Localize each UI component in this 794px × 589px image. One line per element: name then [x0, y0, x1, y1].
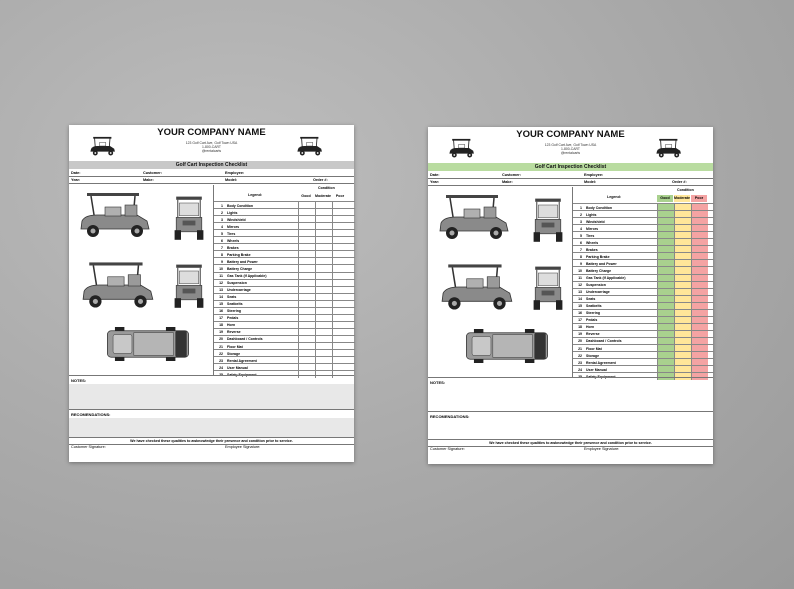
- item-label: Battery Charge: [227, 266, 253, 271]
- field-year[interactable]: Year:: [71, 177, 81, 182]
- item-number: 9: [221, 259, 223, 264]
- cart-diagrams: [428, 187, 572, 375]
- item-label: Windshield: [586, 219, 605, 224]
- item-number: 25: [578, 374, 582, 379]
- checklist-header: [214, 185, 355, 201]
- item-label: Battery and Power: [586, 261, 617, 266]
- item-number: 22: [219, 351, 223, 356]
- recommendations-field[interactable]: [69, 418, 354, 438]
- item-number: 17: [219, 316, 223, 321]
- company-address: 123 Golf Cart Ave, Golf Town USA: [544, 143, 597, 147]
- sheet-header: [428, 127, 713, 161]
- item-label: Tires: [227, 231, 236, 236]
- company-address: 123 Golf Cart Ave, Golf Town USA: [185, 141, 238, 145]
- item-label: Body Condition: [586, 205, 613, 210]
- item-label: Lights: [586, 212, 597, 217]
- field-customer[interactable]: Customer:: [502, 172, 521, 177]
- employee-signature[interactable]: Employee Signature:: [225, 445, 261, 449]
- item-label: Dashboard / Controls: [227, 337, 263, 342]
- item-number: 4: [221, 224, 223, 229]
- item-label: Tires: [586, 233, 595, 238]
- condition-label: Condition: [318, 186, 335, 190]
- item-number: 24: [578, 367, 582, 372]
- item-number: 3: [221, 217, 223, 222]
- company-name: YOUR COMPANY NAME: [157, 127, 266, 138]
- info-row-2: [428, 178, 713, 186]
- item-label: Safety Equipment: [586, 374, 616, 379]
- item-label: Brakes: [586, 247, 598, 252]
- field-date[interactable]: Date:: [71, 170, 81, 175]
- company-handle: @rentalcarts: [201, 149, 222, 154]
- item-number: 19: [219, 330, 223, 335]
- field-year[interactable]: Year:: [430, 179, 440, 184]
- legend-label: Legend:: [607, 195, 621, 199]
- item-number: 3: [580, 219, 582, 224]
- item-label: Reverse: [227, 330, 241, 335]
- item-number: 14: [578, 297, 582, 302]
- item-number: 10: [578, 268, 582, 273]
- customer-signature[interactable]: Customer Signature:: [71, 445, 106, 449]
- item-label: Horn: [586, 325, 595, 330]
- item-number: 6: [221, 238, 223, 243]
- item-number: 4: [580, 226, 582, 231]
- item-label: Lights: [227, 210, 238, 215]
- legend-label: Legend:: [248, 193, 262, 197]
- checklist-sheet-color: [428, 127, 713, 464]
- employee-signature[interactable]: Employee Signature:: [584, 447, 620, 451]
- item-label: Windshield: [227, 217, 246, 222]
- item-label: Suspension: [586, 283, 606, 288]
- recommendations-label: RECOMENDATIONS:: [430, 414, 470, 419]
- item-number: 24: [219, 365, 223, 370]
- item-label: Parking Brake: [227, 252, 251, 257]
- recommendations-section: [69, 409, 354, 438]
- sheet-header: [69, 125, 354, 159]
- item-number: 8: [580, 254, 582, 259]
- condition-col-moderate: Moderate: [674, 196, 690, 200]
- item-label: Battery Charge: [586, 268, 612, 273]
- item-number: 9: [580, 261, 582, 266]
- condition-col-poor: Poor: [335, 194, 345, 198]
- item-number: 22: [578, 353, 582, 358]
- item-label: Storage: [586, 353, 600, 358]
- condition-col-moderate: Moderate: [315, 194, 331, 198]
- item-number: 1: [580, 205, 582, 210]
- field-order[interactable]: Order #:: [313, 177, 328, 182]
- cart-diagrams: [69, 185, 213, 373]
- item-label: User Manual: [586, 367, 607, 372]
- cart-side-view-alt: [438, 261, 520, 315]
- item-label: Rental Agreement: [586, 360, 616, 365]
- item-label: Pedals: [227, 316, 239, 321]
- cart-rear-view: [173, 259, 205, 315]
- item-number: 17: [578, 318, 582, 323]
- item-number: 25: [219, 372, 223, 377]
- info-row-2: [69, 176, 354, 184]
- field-customer[interactable]: Customer:: [143, 170, 162, 175]
- item-label: Storage: [227, 351, 241, 356]
- golf-cart-icon: [655, 137, 683, 159]
- item-number: 11: [578, 276, 582, 280]
- inspection-checklist: [213, 185, 355, 375]
- condition-col-good: Good: [657, 195, 673, 202]
- item-number: 5: [221, 231, 223, 236]
- item-number: 23: [219, 358, 223, 363]
- notes-field[interactable]: [69, 384, 354, 410]
- item-number: 6: [580, 240, 582, 245]
- item-label: Mirrors: [227, 224, 240, 229]
- customer-signature[interactable]: Customer Signature:: [430, 447, 465, 451]
- item-label: Battery and Power: [227, 259, 258, 264]
- golf-cart-icon: [296, 135, 324, 157]
- item-number: 12: [578, 283, 582, 288]
- item-label: Floor Mat: [227, 344, 243, 349]
- checklist-sheet-gray: [69, 125, 354, 462]
- item-number: 1: [221, 203, 223, 208]
- item-label: Seats: [586, 297, 596, 302]
- inspection-checklist: [572, 187, 714, 377]
- field-model[interactable]: Model:: [225, 177, 238, 182]
- item-number: 18: [219, 323, 223, 328]
- cart-side-view: [436, 193, 516, 243]
- item-number: 15: [578, 304, 582, 309]
- item-label: Brakes: [227, 245, 239, 250]
- condition-col-good: Good: [301, 194, 311, 198]
- acknowledgement-text: We have checked these qualities to awknowledge their presence and condition prior to service.: [428, 439, 713, 447]
- field-date[interactable]: Date:: [430, 172, 440, 177]
- item-label: Gas Tank (If Applicable): [586, 276, 626, 280]
- item-label: Gas Tank (If Applicable): [227, 274, 267, 278]
- item-label: Mirrors: [586, 226, 599, 231]
- field-order[interactable]: Order #:: [672, 179, 687, 184]
- item-label: Safety Equipment: [227, 372, 257, 377]
- checklist-title: Golf Cart Inspection Checklist: [428, 163, 713, 171]
- notes-label: NOTES:: [71, 378, 87, 383]
- item-label: Seatbelts: [227, 302, 243, 307]
- cart-top-view: [103, 327, 193, 361]
- item-number: 12: [219, 281, 223, 286]
- item-number: 5: [580, 233, 582, 238]
- item-label: Floor Mat: [586, 346, 602, 351]
- item-label: Steering: [227, 309, 242, 314]
- item-number: 18: [578, 325, 582, 330]
- checklist-header: [573, 187, 714, 203]
- item-number: 2: [580, 212, 582, 217]
- item-label: Undercarriage: [586, 290, 610, 295]
- field-model[interactable]: Model:: [584, 179, 597, 184]
- item-number: 15: [219, 302, 223, 307]
- golf-cart-icon: [448, 137, 476, 159]
- item-number: 19: [578, 332, 582, 337]
- field-employee[interactable]: Employee:: [584, 172, 604, 177]
- cart-front-view: [173, 191, 205, 247]
- company-phone: 1-800-CART: [202, 145, 221, 150]
- field-make[interactable]: Make:: [143, 177, 154, 182]
- item-number: 8: [221, 252, 223, 257]
- cart-side-view-alt: [79, 259, 161, 313]
- item-label: Horn: [227, 323, 236, 328]
- item-label: User Manual: [227, 365, 248, 370]
- condition-label: Condition: [677, 188, 694, 192]
- recommendations-label: RECOMENDATIONS:: [71, 412, 111, 417]
- golf-cart-icon: [89, 135, 117, 157]
- field-employee[interactable]: Employee:: [225, 170, 245, 175]
- field-make[interactable]: Make:: [502, 179, 513, 184]
- item-label: Body Condition: [227, 203, 254, 208]
- item-number: 21: [578, 346, 582, 351]
- company-phone: 1-800-CART: [561, 147, 580, 152]
- item-number: 10: [219, 266, 223, 271]
- company-handle: @rentalcarts: [560, 151, 581, 156]
- item-label: Undercarriage: [227, 288, 251, 293]
- item-number: 20: [578, 339, 582, 344]
- notes-label: NOTES:: [430, 380, 446, 385]
- item-number: 14: [219, 295, 223, 300]
- item-number: 7: [580, 247, 582, 252]
- item-number: 2: [221, 210, 223, 215]
- recommendations-section: [428, 411, 713, 440]
- item-label: Steering: [586, 311, 601, 316]
- item-label: Reverse: [586, 332, 600, 337]
- item-label: Suspension: [227, 281, 247, 286]
- item-label: Wheels: [586, 240, 599, 245]
- item-number: 13: [219, 288, 223, 293]
- item-label: Dashboard / Controls: [586, 339, 622, 344]
- item-number: 16: [219, 309, 223, 314]
- checklist-title: Golf Cart Inspection Checklist: [69, 161, 354, 169]
- condition-col-poor: Poor: [691, 195, 707, 202]
- item-number: 21: [219, 344, 223, 349]
- item-label: Seatbelts: [586, 304, 602, 309]
- item-label: Parking Brake: [586, 254, 610, 259]
- item-number: 23: [578, 360, 582, 365]
- company-name: YOUR COMPANY NAME: [516, 129, 625, 140]
- acknowledgement-text: We have checked these qualities to awknowledge their presence and condition prior to service.: [69, 437, 354, 445]
- item-label: Pedals: [586, 318, 598, 323]
- cart-rear-view: [532, 261, 564, 317]
- item-number: 13: [578, 290, 582, 295]
- item-number: 7: [221, 245, 223, 250]
- item-number: 11: [219, 274, 223, 278]
- item-label: Wheels: [227, 238, 240, 243]
- cart-top-view: [462, 329, 552, 363]
- item-label: Seats: [227, 295, 237, 300]
- item-label: Rental Agreement: [227, 358, 257, 363]
- item-number: 16: [578, 311, 582, 316]
- cart-side-view: [77, 191, 157, 241]
- item-number: 20: [219, 337, 223, 342]
- cart-front-view: [532, 193, 564, 249]
